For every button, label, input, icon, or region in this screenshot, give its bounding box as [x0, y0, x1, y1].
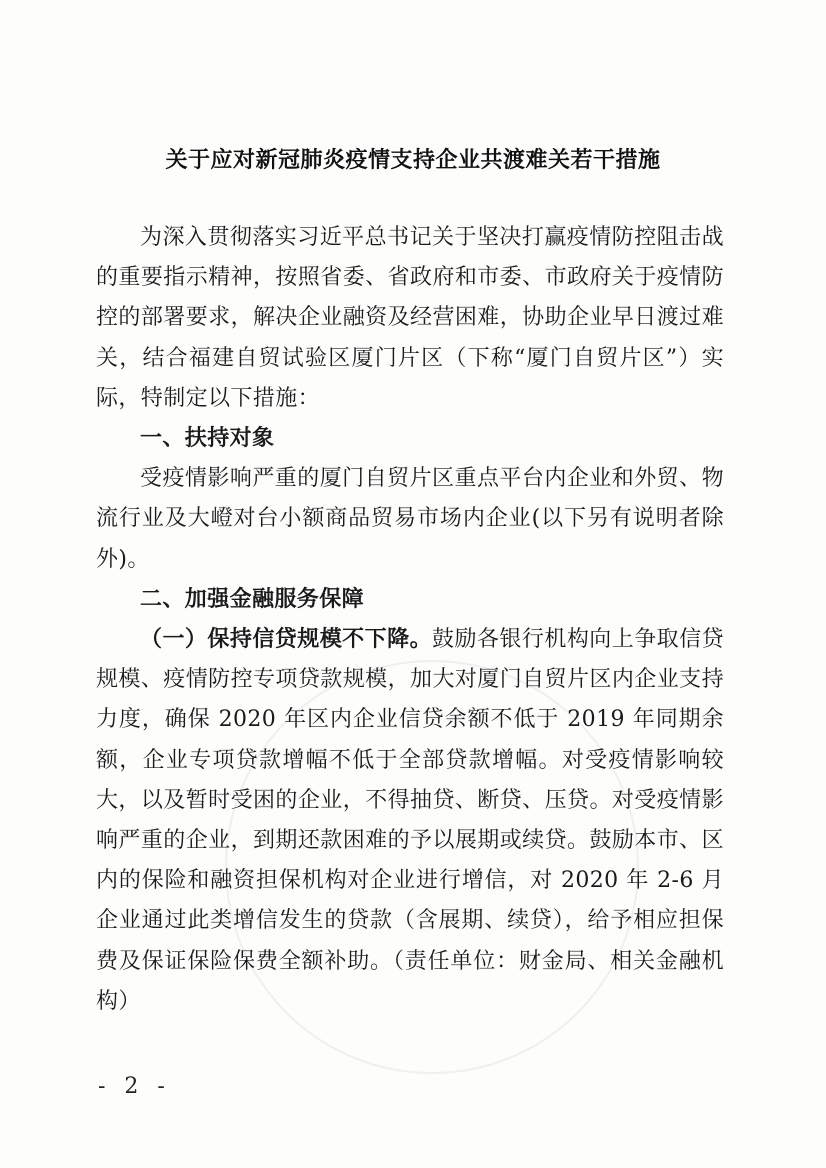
document-title: 关于应对新冠肺炎疫情支持企业共渡难关若干措施 — [165, 148, 661, 173]
section-1-heading: 一、扶持对象 — [140, 426, 275, 452]
item-1-title: （一）保持信贷规模不下降。 — [140, 627, 433, 653]
section-2-item-1 — [96, 620, 724, 1022]
intro-paragraph: 为深入贯彻落实习近平总书记关于坚决打赢疫情防控阻击战的重要指示精神，按照省委、省政府和市委、市政府关于疫情防控的部署要求，解决企业融资及经营困难，协助企业早日渡过难关，结合福建自贸试验区厦门片区（下称“厦门自贸片区”）实际，特制定以下措施： — [96, 225, 724, 411]
page-number: - 2 - — [98, 1074, 171, 1099]
section-1-text: 受疫情影响严重的厦门自贸片区重点平台内企业和外贸、物流行业及大嶝对台小额商品贸易市场内企业(以下另有说明者除外)。 — [96, 466, 724, 572]
document-body — [96, 218, 724, 1022]
item-1-text: 鼓励各银行机构向上争取信贷规模、疫情防控专项贷款规模，加大对厦门自贸片区内企业支持力度，确保 2020 年区内企业信贷余额不低于 2019 年同期余额，企业专项贷款增幅不低于全部贷款增幅。对受疫情影响较大，以及暂时受困的企业，不得抽贷、断贷、压贷。对受疫情影响严重的企业，到期还款困难的予以展期或续贷。鼓励本市、区内的保险和融资担保机构对企业进行增信，对 2020 年 2-6 月企业通过此类增信发生的贷款（含展期、续贷），给予相应担保费及保证保险保费全额补助。（责任单位：财金局、相关金融机构） — [96, 627, 724, 1014]
section-2-heading: 二、加强金融服务保障 — [140, 586, 365, 612]
